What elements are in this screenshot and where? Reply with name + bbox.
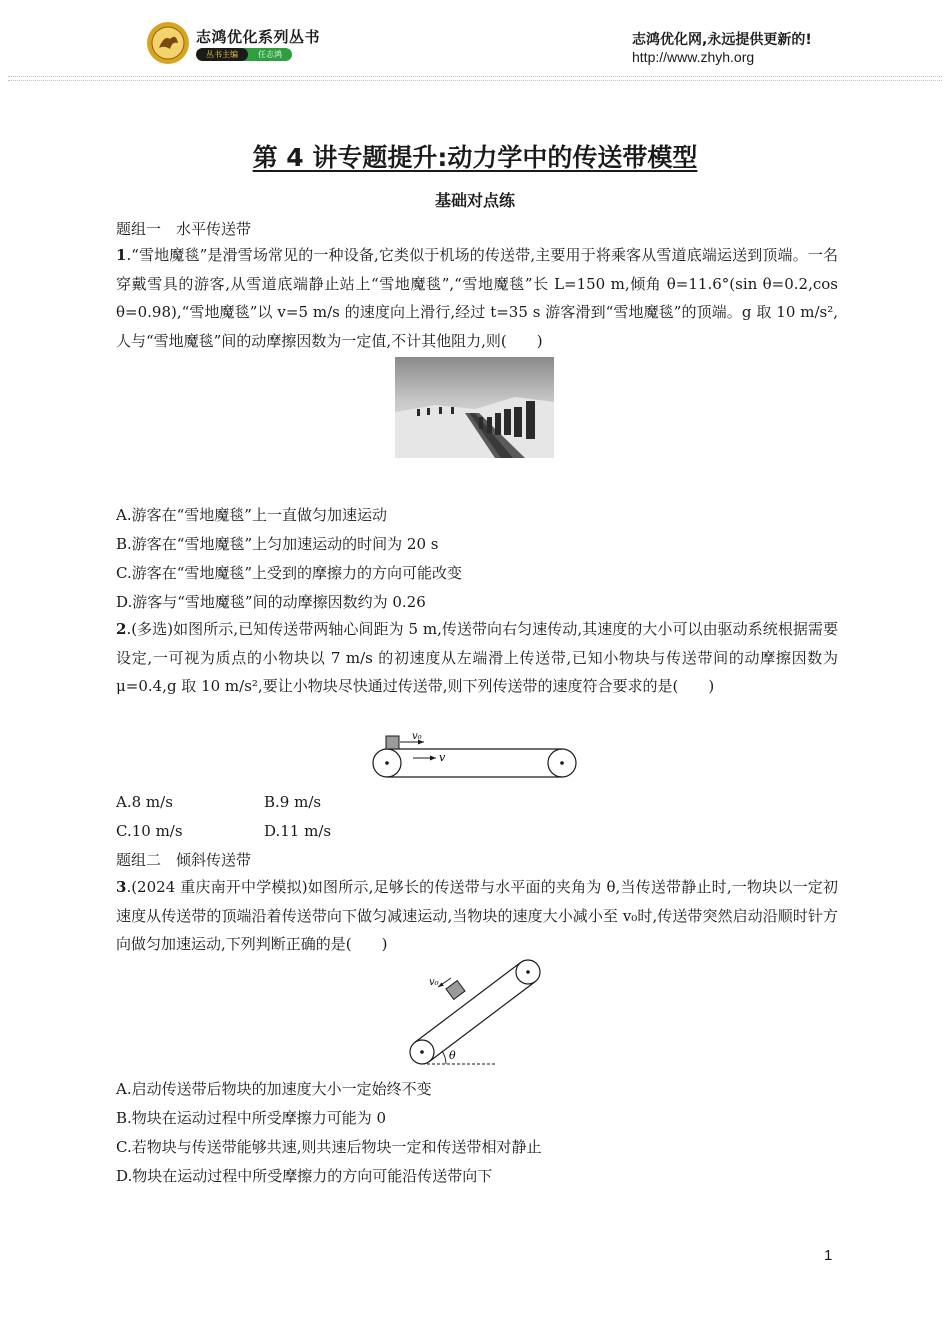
page-header bbox=[0, 0, 950, 82]
question-2-text bbox=[116, 615, 838, 701]
option-d: D.11 m/s bbox=[264, 822, 332, 840]
question-number: 3 bbox=[116, 878, 127, 896]
option-b: B.物块在运动过程中所受摩擦力可能为 0 bbox=[116, 1109, 387, 1127]
header-divider bbox=[8, 76, 942, 77]
question-body: .(多选)如图所示,已知传送带两轴心间距为 5 m,传送带向右匀速传动,其速度的大小可以由驱动系统根据需要设定,一可视为质点的小物块以 7 m/s 的初速度从左端滑上传送带,已知小物块与传送带间的动摩擦因数为 μ=0.4,g 取 10 m/s²,要让小物块尽快通过传送带,则下列传送带的速度符合要求的是( ) bbox=[116, 620, 838, 696]
question-3-text bbox=[116, 873, 838, 959]
option-a: A.启动传送带后物块的加速度大小一定始终不变 bbox=[116, 1080, 432, 1098]
header-divider bbox=[8, 80, 942, 81]
logo-seal-icon bbox=[146, 21, 190, 65]
editor-label: 丛书主编 bbox=[196, 48, 248, 61]
label-v: v bbox=[439, 751, 446, 764]
question-1-text bbox=[116, 241, 838, 356]
option-a: A.游客在“雪地魔毯”上一直做匀加速运动 bbox=[116, 506, 387, 524]
inclined-belt-diagram bbox=[405, 955, 555, 1070]
header-url: http://www.zhyh.org bbox=[632, 49, 755, 65]
editor-name: 任志鸿 bbox=[258, 50, 282, 59]
header-slogan: 志鸿优化网,永远提供更新的! bbox=[632, 32, 812, 48]
group-heading: 题组二 倾斜传送带 bbox=[116, 851, 252, 869]
option-d: D.游客与“雪地魔毯”间的动摩擦因数约为 0.26 bbox=[116, 593, 426, 611]
option-b: B.9 m/s bbox=[264, 793, 322, 811]
option-d: D.物块在运动过程中所受摩擦力的方向可能沿传送带向下 bbox=[116, 1167, 493, 1185]
brand-name: 志鸿优化系列丛书 bbox=[196, 28, 321, 46]
horizontal-belt-diagram bbox=[370, 730, 580, 782]
option-c: C.10 m/s bbox=[116, 822, 183, 840]
option-a: A.8 m/s bbox=[116, 793, 173, 811]
ski-carpet-photo bbox=[395, 357, 554, 458]
group-heading: 题组一 水平传送带 bbox=[116, 220, 252, 238]
editor-badge bbox=[196, 48, 292, 61]
option-c: C.游客在“雪地魔毯”上受到的摩擦力的方向可能改变 bbox=[116, 564, 463, 582]
option-c: C.若物块与传送带能够共速,则共速后物块一定和传送带相对静止 bbox=[116, 1138, 542, 1156]
label-v0: v₀ bbox=[412, 731, 422, 742]
question-body: .“雪地魔毯”是滑雪场常见的一种设备,它类似于机场的传送带,主要用于将乘客从雪道底端运送到顶端。一名穿戴雪具的游客,从雪道底端静止站上“雪地魔毯”,“雪地魔毯”长 L=150 m,倾角 θ=11.6°(sin θ=0.2,cos θ=0.98),“雪地魔毯”以 v=5 m/s 的速度向上滑行,经过 t=35 s 游客滑到“雪地魔毯”的顶端。g 取 10 m/s²,人与“雪地魔毯”间的动摩擦因数为一定值,不计其他阻力,则( ) bbox=[116, 246, 838, 351]
section-title: 基础对点练 bbox=[434, 191, 515, 210]
page-number: 1 bbox=[824, 1247, 833, 1264]
question-number: 1 bbox=[116, 246, 127, 264]
option-b: B.游客在“雪地魔毯”上匀加速运动的时间为 20 s bbox=[116, 535, 439, 553]
label-v0: v₀ bbox=[429, 977, 439, 988]
question-body: .(2024 重庆南开中学模拟)如图所示,足够长的传送带与水平面的夹角为 θ,当传送带静止时,一物块以一定初速度从传送带的顶端沿着传送带向下做匀减速运动,当物块的速度大小减小至 v₀时,传送带突然启动沿顺时针方向做匀加速运动,下列判断正确的是( ) bbox=[116, 878, 838, 954]
page-title: 第 4 讲专题提升:动力学中的传送带模型 bbox=[252, 143, 698, 172]
label-theta: θ bbox=[449, 1049, 456, 1062]
question-number: 2 bbox=[116, 620, 127, 638]
